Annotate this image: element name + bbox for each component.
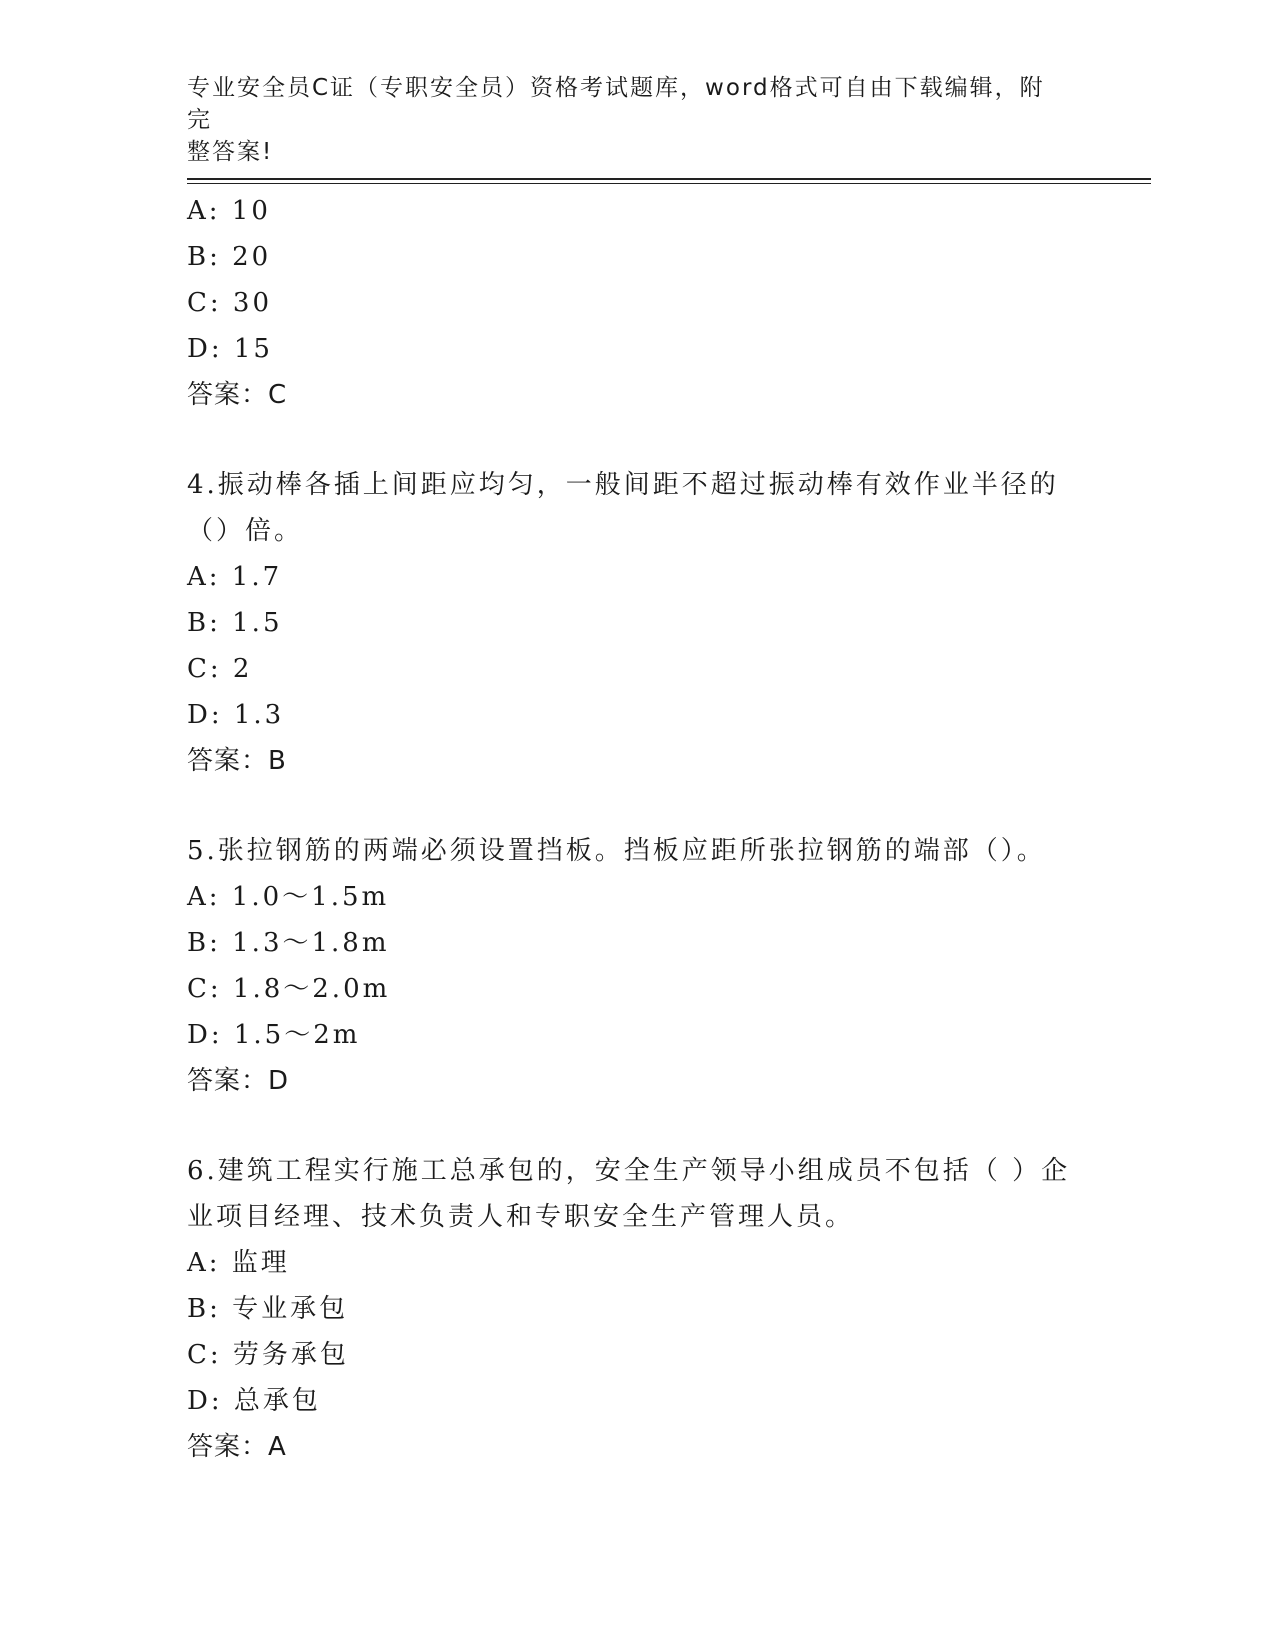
option-d: D: 总承包	[187, 1386, 321, 1416]
option-a: A: 10	[187, 196, 271, 226]
option-b: B: 20	[187, 242, 272, 272]
question-5	[187, 828, 1087, 1104]
answer-line: 答案：B	[187, 746, 287, 776]
header-divider-thick	[187, 178, 1151, 180]
option-d: D: 15	[187, 334, 273, 364]
option-d: D: 1.5～2m	[187, 1020, 361, 1050]
option-d: D: 1.3	[187, 700, 285, 730]
option-a: A: 监理	[187, 1248, 290, 1278]
option-c: C: 劳务承包	[187, 1340, 349, 1370]
question-6	[187, 1148, 1087, 1470]
spacer	[187, 418, 1087, 462]
option-b: B: 1.3～1.8m	[187, 928, 390, 958]
question-4	[187, 462, 1087, 784]
question-stem-continued: （）倍。	[187, 516, 304, 546]
option-c: C: 2	[187, 654, 253, 684]
header-line-1: 专业安全员C证（专职安全员）资格考试题库，word格式可自由下载编辑，附完	[187, 75, 1045, 133]
header-divider-thin	[187, 183, 1151, 184]
document-header	[187, 72, 1067, 168]
option-b: B: 专业承包	[187, 1294, 349, 1324]
question-stem: 4.振动棒各插上间距应均匀，一般间距不超过振动棒有效作业半径的	[187, 470, 1059, 500]
option-b: B: 1.5	[187, 608, 283, 638]
answer-line: 答案：C	[187, 380, 288, 410]
answer-line: 答案：A	[187, 1432, 287, 1462]
spacer	[187, 784, 1087, 828]
question-stem: 6.建筑工程实行施工总承包的，安全生产领导小组成员不包括（ ）企	[187, 1156, 1071, 1186]
question-3	[187, 188, 1087, 418]
option-a: A: 1.7	[187, 562, 283, 592]
spacer	[187, 1104, 1087, 1148]
question-stem-continued: 业项目经理、技术负责人和专职安全生产管理人员。	[187, 1202, 855, 1232]
answer-line: 答案：D	[187, 1066, 290, 1096]
question-stem: 5.张拉钢筋的两端必须设置挡板。挡板应距所张拉钢筋的端部（）。	[187, 836, 1046, 866]
option-a: A: 1.0～1.5m	[187, 882, 390, 912]
header-line-2: 整答案!	[187, 139, 274, 165]
option-c: C: 30	[187, 288, 273, 318]
question-list	[187, 188, 1087, 1470]
option-c: C: 1.8～2.0m	[187, 974, 391, 1004]
